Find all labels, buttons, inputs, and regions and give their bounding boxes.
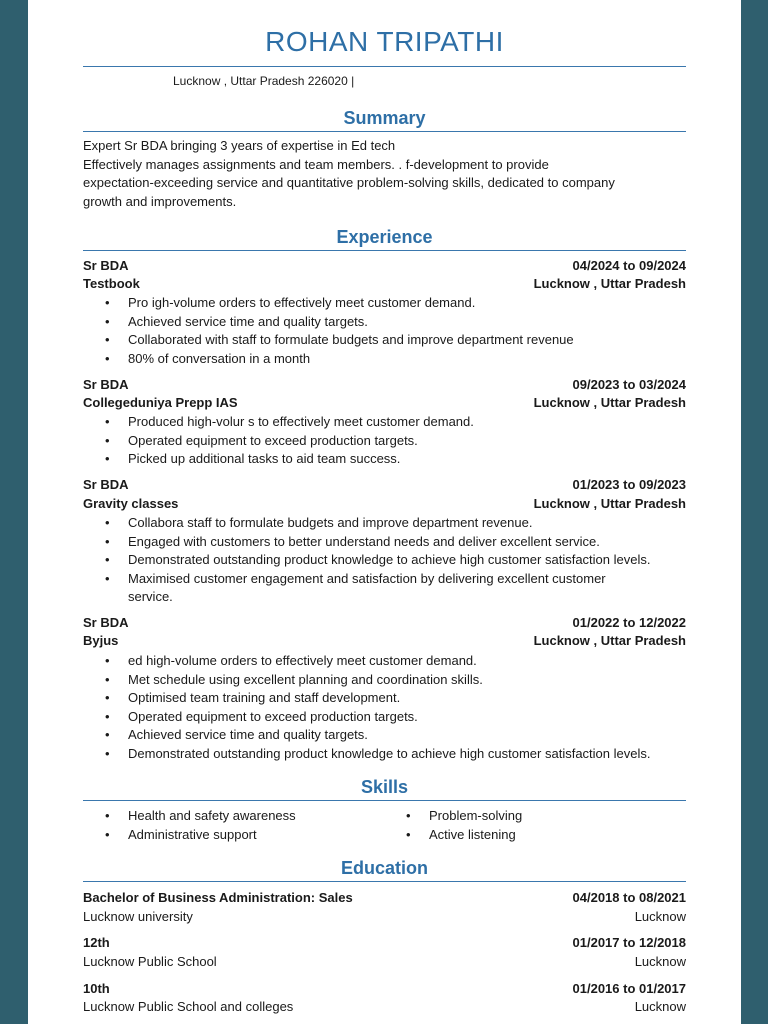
summary-heading: Summary <box>343 108 426 128</box>
job-bullets <box>83 294 686 368</box>
education-heading: Education <box>340 858 428 878</box>
skills-right-column <box>384 807 684 844</box>
list-item: • Picked up additional tasks to aid team success. <box>83 450 686 469</box>
education-school: Lucknow Public School <box>83 954 217 969</box>
list-item: • Demonstrated outstanding product knowledge to achieve high customer satisfaction levels. <box>83 551 686 570</box>
job-company: Gravity classes <box>83 496 179 511</box>
job-company-row <box>83 395 686 413</box>
education-degree: 12th <box>83 935 110 950</box>
list-item: • Engaged with customers to better understand needs and deliver excellent service. <box>83 533 686 552</box>
job-bullets <box>83 413 686 469</box>
education-location: Lucknow <box>634 909 686 924</box>
education-location: Lucknow <box>634 999 686 1014</box>
job-dates: 01/2023 to 09/2023 <box>572 477 686 492</box>
job-company-row <box>83 276 686 294</box>
job-dates: 04/2024 to 09/2024 <box>572 258 686 273</box>
experience-divider <box>83 250 686 251</box>
experience-heading: Experience <box>336 227 433 247</box>
list-item: • Pro igh-volume orders to effectively meet customer demand. <box>83 294 686 313</box>
list-item: • Problem-solving <box>384 807 684 826</box>
education-school-row <box>83 999 686 1017</box>
job-location: Lucknow , Uttar Pradesh <box>533 395 686 410</box>
job-company-row <box>83 633 686 651</box>
job-dates: 01/2022 to 12/2022 <box>572 615 686 630</box>
skills-divider <box>83 800 686 801</box>
summary-line: Expert Sr BDA bringing 3 years of expertise in Ed tech <box>83 138 396 153</box>
education-location: Lucknow <box>634 954 686 969</box>
education-divider <box>83 881 686 882</box>
list-item: • Optimised team training and staff development. <box>83 689 686 708</box>
list-item: • Collaborated with staff to formulate budgets and improve department revenue <box>83 331 686 350</box>
job-header <box>83 258 686 276</box>
job-bullets <box>83 652 686 763</box>
job-company: Testbook <box>83 276 140 291</box>
education-header <box>83 890 686 908</box>
job-dates: 09/2023 to 03/2024 <box>572 377 686 392</box>
list-item: • Produced high-volur s to effectively meet customer demand. <box>83 413 686 432</box>
job-role: Sr BDA <box>83 477 129 492</box>
summary-line: Effectively manages assignments and team members. . f-development to provide <box>83 156 549 172</box>
job-role: Sr BDA <box>83 615 129 630</box>
job-role: Sr BDA <box>83 377 129 392</box>
list-item: • Administrative support <box>83 826 383 845</box>
summary-line: expectation-exceeding service and quantitative problem-solving skills, dedicated to company <box>83 175 615 190</box>
list-item: • Maximised customer engagement and satisfaction by delivering excellent customer service. <box>83 570 686 607</box>
education-degree: 10th <box>83 981 110 996</box>
list-item: • Achieved service time and quality targets. <box>83 313 686 332</box>
education-dates: 01/2016 to 01/2017 <box>572 981 686 996</box>
list-item: • Operated equipment to exceed production targets. <box>83 432 686 451</box>
education-header <box>83 935 686 953</box>
list-item: • Health and safety awareness <box>83 807 383 826</box>
skills-heading: Skills <box>360 777 409 797</box>
job-location: Lucknow , Uttar Pradesh <box>533 496 686 511</box>
list-item: • Operated equipment to exceed production targets. <box>83 708 686 727</box>
education-dates: 04/2018 to 08/2021 <box>572 890 686 905</box>
resume-page <box>28 0 741 1024</box>
job-header <box>83 615 686 633</box>
skills-left-column <box>83 807 383 844</box>
education-school: Lucknow university <box>83 909 193 924</box>
job-company: Byjus <box>83 633 119 648</box>
job-location: Lucknow , Uttar Pradesh <box>533 276 686 291</box>
contact-line: Lucknow , Uttar Pradesh 226020 | <box>173 74 355 88</box>
job-bullets <box>83 514 686 607</box>
job-location: Lucknow , Uttar Pradesh <box>533 633 686 648</box>
job-company: Collegeduniya Prepp IAS <box>83 395 238 410</box>
list-item: • Achieved service time and quality targets. <box>83 726 686 745</box>
education-dates: 01/2017 to 12/2018 <box>572 935 686 950</box>
list-item: • Collabora staff to formulate budgets and improve department revenue. <box>83 514 686 533</box>
education-header <box>83 981 686 999</box>
summary-line: growth and improvements. <box>83 193 237 209</box>
job-header <box>83 477 686 495</box>
summary-text <box>83 137 683 211</box>
education-school: Lucknow Public School and colleges <box>83 999 294 1014</box>
job-header <box>83 377 686 395</box>
skills-grid <box>83 807 686 847</box>
summary-divider <box>83 131 686 132</box>
education-school-row <box>83 954 686 972</box>
list-item: • Met schedule using excellent planning and coordination skills. <box>83 671 686 690</box>
job-role: Sr BDA <box>83 258 129 273</box>
education-degree: Bachelor of Business Administration: Sales <box>83 890 353 905</box>
candidate-name: ROHAN TRIPATHI <box>265 26 504 57</box>
list-item: • Demonstrated outstanding product knowledge to achieve high customer satisfaction levels. <box>83 745 686 764</box>
list-item: • ed high-volume orders to effectively meet customer demand. <box>83 652 686 671</box>
list-item: • 80% of conversation in a month <box>83 350 686 369</box>
list-item: • Active listening <box>384 826 684 845</box>
education-school-row <box>83 909 686 927</box>
header-divider <box>83 66 686 67</box>
job-company-row <box>83 496 686 514</box>
